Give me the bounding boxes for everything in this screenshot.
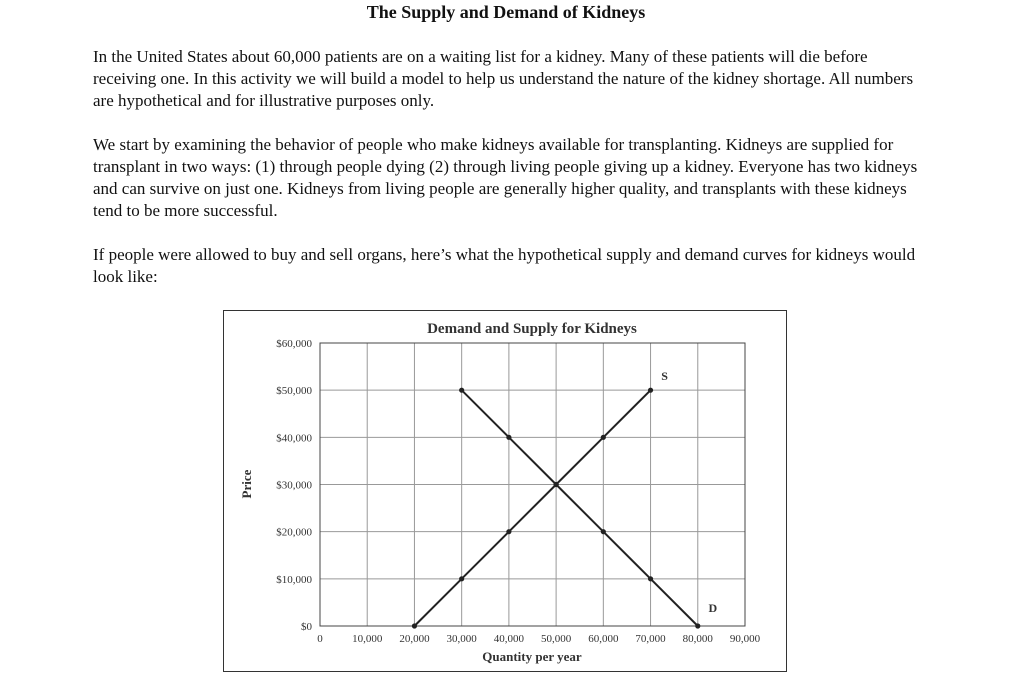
x-tick-label: 20,000 [399,633,430,645]
y-tick-label: $50,000 [276,385,312,398]
x-tick-label: 60,000 [588,633,619,645]
series-point-d [459,388,464,393]
y-axis-label: Price [239,469,254,499]
series-point-d [554,482,559,487]
page-title: The Supply and Demand of Kidneys [366,2,646,22]
series-line-d [462,390,698,626]
series-point-s [506,529,511,534]
x-tick-label: 40,000 [493,633,525,645]
x-axis-label: Quantity per year [482,649,582,664]
y-tick-label: $10,000 [276,573,312,586]
series-point-d [601,529,606,534]
y-tick-label: $30,000 [276,479,312,492]
series-line-s [414,390,650,626]
x-tick-label: 80,000 [682,633,713,645]
x-tick-label: 50,000 [540,633,572,645]
y-tick-label: $60,000 [276,338,312,350]
paragraph-supply-sources: We start by examining the behavior of people who make kidneys available for transplanting. Kidneys are supplied for transplant in two ways: (1) through people dying (2) through living people giving up a kidney. Everyone has two kidneys and can survive on just one. Kidneys from living people are generally higher quality, and transplants with these kidneys tend to be more successful. [93,135,918,220]
y-tick-label: $40,000 [276,432,312,445]
series-point-s [412,623,417,628]
chart-frame [223,310,787,672]
supply-demand-chart [224,311,788,673]
series-label-s: S [661,369,668,384]
x-tick-label: 70,000 [635,633,666,645]
series-point-d [695,623,700,628]
y-tick-label: $20,000 [276,526,312,539]
paragraph-intro: In the United States about 60,000 patients are on a waiting list for a kidney. Many of these patients will die before receiving one. In this activity we will build a model to help us understand the nature of the kidney shortage. All numbers are hypothetical and for illustrative purposes only. [93,47,914,110]
series-point-s [459,576,464,581]
series-point-s [648,388,653,393]
series-point-s [601,435,606,440]
x-tick-label: 90,000 [729,633,761,645]
x-tick-label: 0 [317,633,323,645]
series-label-d: D [708,601,718,615]
series-point-d [506,435,511,440]
chart-title: Demand and Supply for Kidneys [427,321,637,337]
x-tick-label: 30,000 [446,633,477,645]
y-tick-label: $0 [301,621,312,633]
series-point-d [648,576,653,581]
paragraph-chart-lead: If people were allowed to buy and sell organs, here’s what the hypothetical supply and demand curves for kidneys would look like: [93,245,916,286]
x-tick-label: 10,000 [352,633,383,645]
